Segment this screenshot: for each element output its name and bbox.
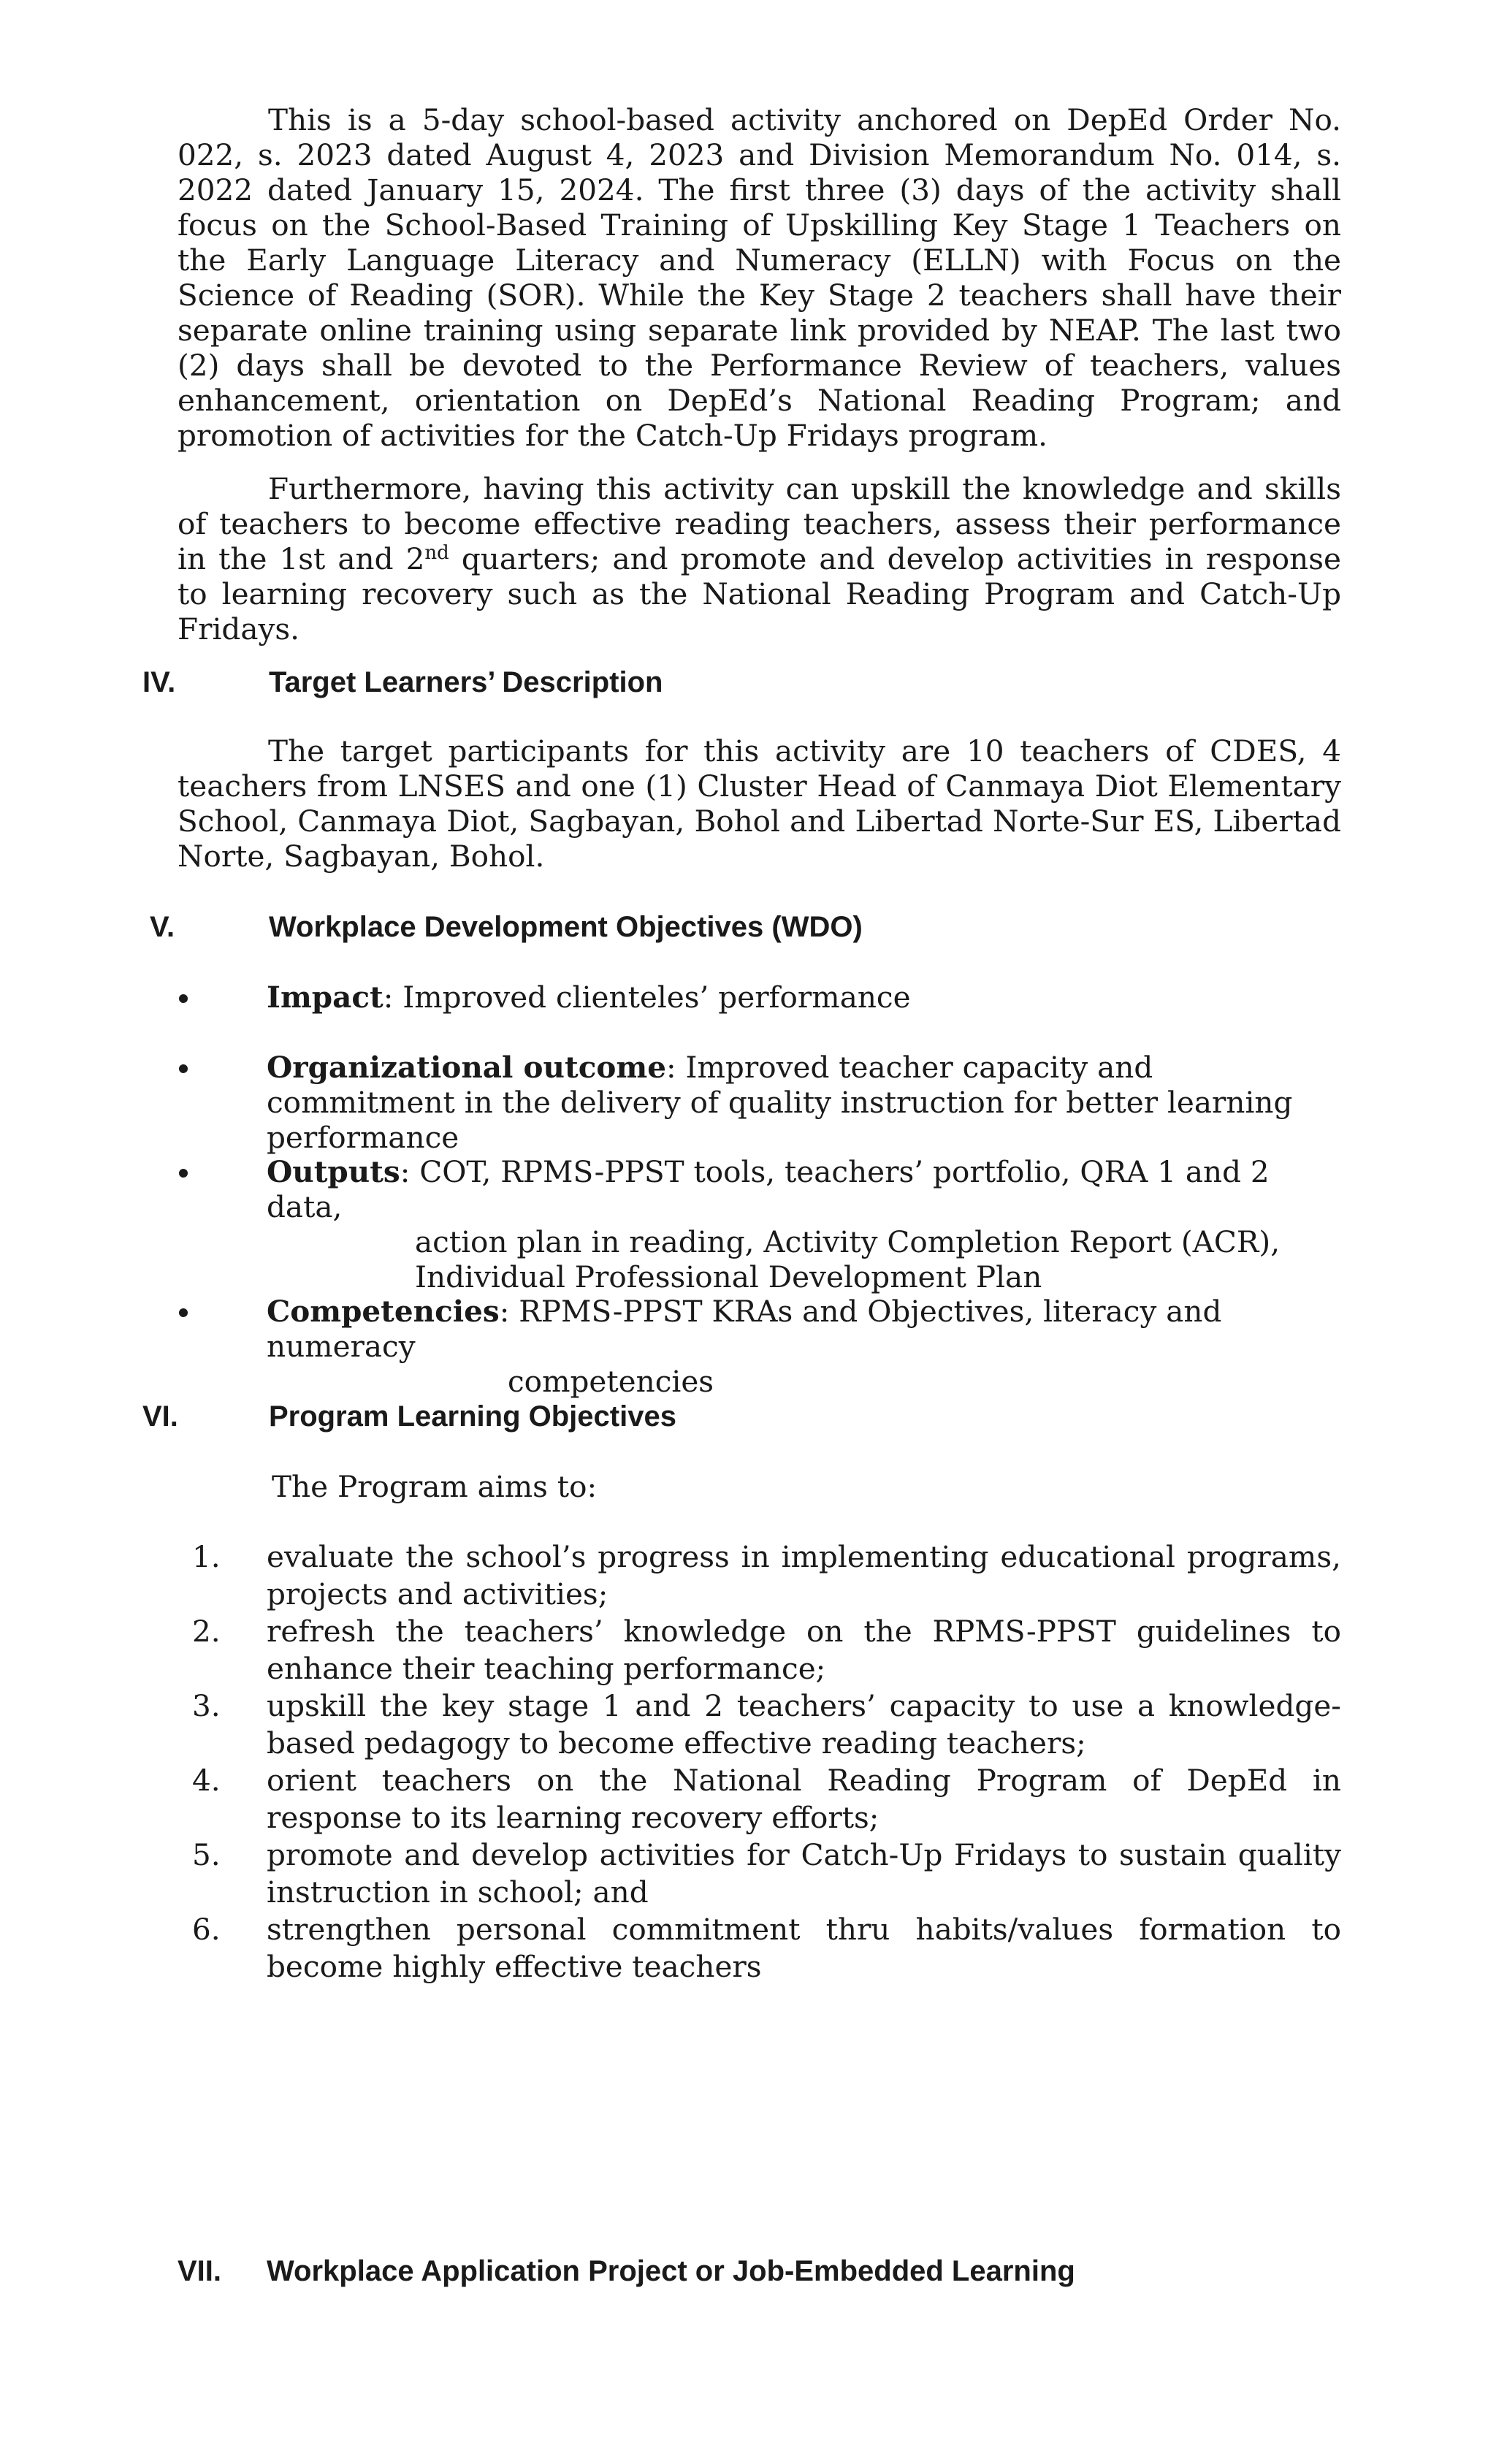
section-vii-heading — [178, 2254, 1419, 2289]
org-outcome-text: : Improved teacher capacity and commitment in the delivery of quality instruction for better learning performance — [267, 1050, 1293, 1155]
outputs-line-1: : COT, RPMS-PPST tools, teachers’ portfolio, QRA 1 and 2 data, — [267, 1154, 1270, 1224]
wdo-impact-item — [178, 980, 1346, 1015]
objective-item — [178, 1911, 1341, 1986]
objective-item — [178, 1613, 1341, 1687]
section-v-heading — [150, 909, 1392, 945]
program-aims-intro: The Program aims to: — [272, 1469, 598, 1504]
objective-number: 6. — [192, 1912, 221, 1947]
objective-text: refresh the teachers’ knowledge on the RPMS-PPST guidelines to enhance their teaching performance; — [267, 1614, 1341, 1686]
outputs-line-3: Individual Professional Development Plan — [415, 1259, 1042, 1294]
wdo-organizational-outcome-item — [178, 1050, 1346, 1155]
target-learners-paragraph: The target participants for this activity are 10 teachers of CDES, 4 teachers from LNSES and one (1) Cluster Head of Canmaya Diot Elementary School, Canmaya Diot, Sagbayan, Bohol and Libertad Norte-Sur ES, Libertad Norte, Sagbayan, Bohol. — [178, 733, 1341, 874]
intro-paragraph-1: This is a 5-day school-based activity anchored on DepEd Order No. 022, s. 2023 dated August 4, 2023 and Division Memorandum No. 014, s. 2022 dated January 15, 2024. The first three (3) days of the activity shall focus on the School-Based Training of Upskilling Key Stage 1 Teachers on the Early Language Literacy and Numeracy (ELLN) with Focus on the Science of Reading (SOR). While the Key Stage 2 teachers shall have their separate online training using separate link provided by NEAP. The last two (2) days shall be devoted to the Performance Review of teachers, values enhancement, orientation on DepEd’s National Reading Program; and promotion of activities for the Catch-Up Fridays program. — [178, 102, 1341, 453]
objective-number: 1. — [192, 1539, 221, 1574]
section-iv-heading — [142, 665, 1384, 700]
objective-text: promote and develop activities for Catch-Up Fridays to sustain quality instruction in school; and — [267, 1837, 1341, 1910]
objective-item — [178, 1687, 1341, 1762]
intro-paragraph-2: Furthermore, having this activity can upskill the knowledge and skills of teachers to become effective reading teachers, assess their performance in the 1st and 2nd quarters; and promote and develop activities in response to learning recovery such as the National Reading Program and Catch-Up Fridays. — [178, 471, 1341, 646]
objective-number: 3. — [192, 1688, 221, 1723]
objective-item — [178, 1538, 1341, 1613]
objective-number: 2. — [192, 1614, 221, 1649]
objective-item — [178, 1762, 1341, 1836]
section-vi-heading — [142, 1399, 1384, 1434]
objective-number: 5. — [192, 1837, 221, 1872]
section-vi-title: Program Learning Objectives — [269, 1400, 676, 1433]
objective-text: upskill the key stage 1 and 2 teachers’ capacity to use a knowledge-based pedagogy to become effective reading teachers; — [267, 1688, 1341, 1761]
org-outcome-label: Organizational outcome — [267, 1050, 666, 1085]
objective-number: 4. — [192, 1763, 221, 1798]
section-vii-title: Workplace Application Project or Job-Embedded Learning — [267, 2255, 1075, 2287]
competencies-label: Competencies — [267, 1294, 500, 1329]
section-v-number: V. — [150, 911, 175, 943]
objective-item — [178, 1836, 1341, 1911]
section-iv-number: IV. — [142, 666, 176, 698]
competencies-line-2: competencies — [508, 1364, 714, 1399]
section-v-title: Workplace Development Objectives (WDO) — [269, 911, 863, 943]
outputs-line-2: action plan in reading, Activity Completion Report (ACR), — [415, 1224, 1281, 1259]
objective-text: strengthen personal commitment thru habits/values formation to become highly effective teachers — [267, 1912, 1341, 1984]
objective-text: evaluate the school’s progress in implementing educational programs, projects and activities; — [267, 1539, 1341, 1611]
objective-text: orient teachers on the National Reading Program of DepEd in response to its learning recovery efforts; — [267, 1763, 1341, 1835]
impact-text: : Improved clienteles’ performance — [383, 980, 911, 1015]
section-iv-title: Target Learners’ Description — [269, 666, 663, 698]
competencies-line-1: : RPMS-PPST KRAs and Objectives, literacy and numeracy — [267, 1294, 1222, 1364]
wdo-outputs-item — [178, 1154, 1346, 1294]
impact-label: Impact — [267, 980, 383, 1015]
section-vi-number: VI. — [142, 1400, 178, 1433]
wdo-competencies-item — [178, 1294, 1346, 1399]
outputs-label: Outputs — [267, 1154, 400, 1189]
section-vii-number: VII. — [178, 2255, 222, 2287]
